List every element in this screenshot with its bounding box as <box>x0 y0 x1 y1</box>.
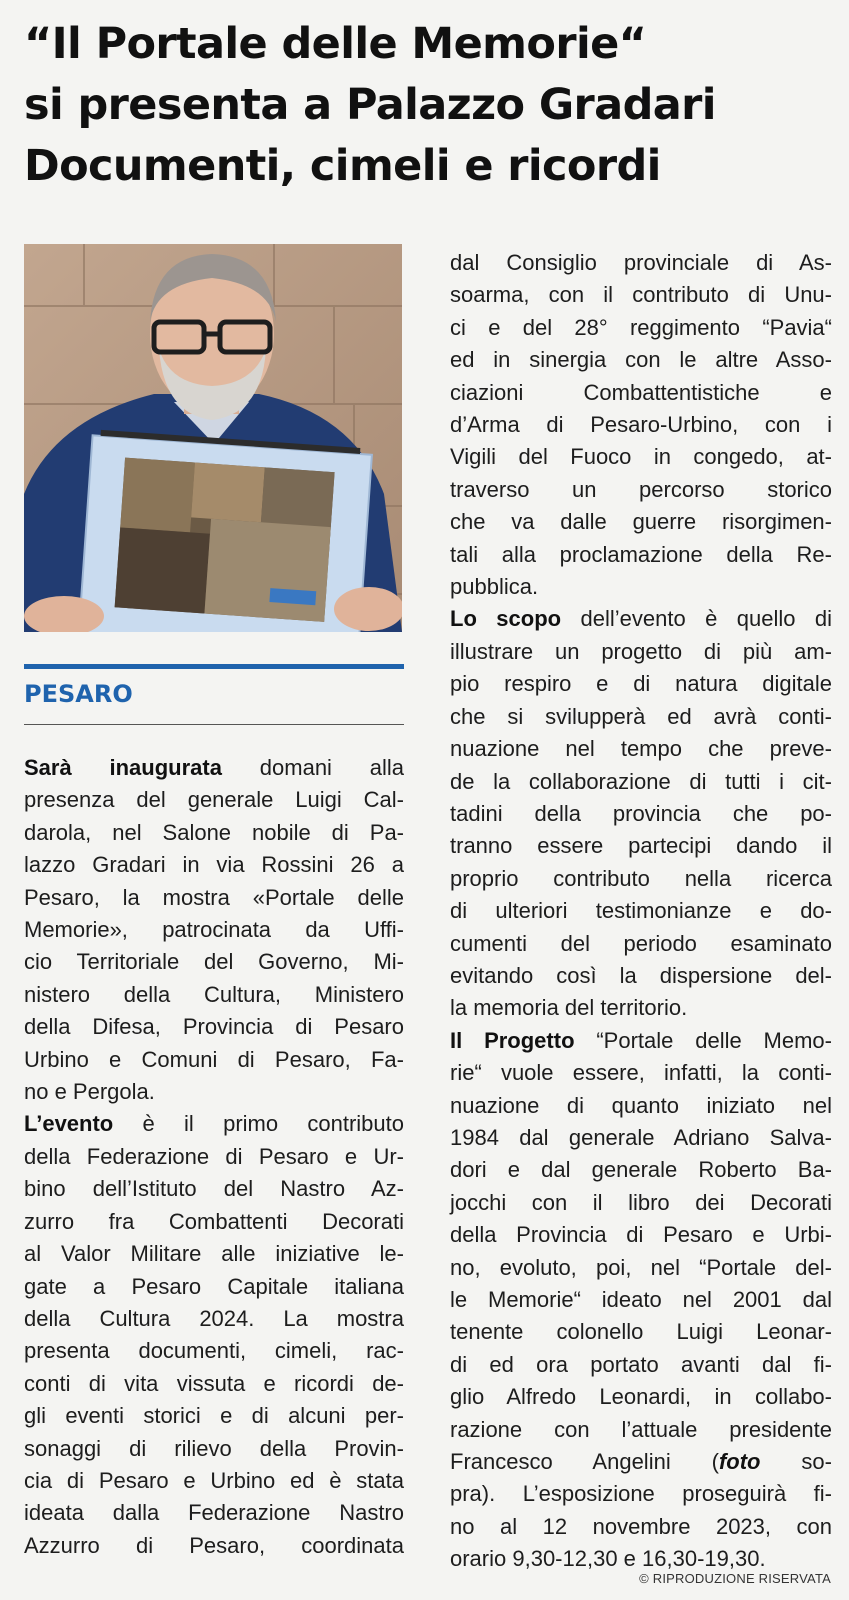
line-text: illustrare un progetto di più am- <box>450 638 832 664</box>
line-text: pubblica. <box>450 574 539 600</box>
photo-reference: foto <box>718 1449 761 1475</box>
section-rule-bottom <box>24 724 404 725</box>
text-line <box>450 247 832 279</box>
text-line <box>450 441 832 473</box>
line-text: dori e dal generale Roberto Ba- <box>450 1157 832 1183</box>
text-line <box>24 1173 404 1205</box>
line-text: no e Pergola. <box>24 1079 155 1105</box>
headline-line: si presenta a Palazzo Gradari <box>24 80 716 130</box>
line-text: le Memorie“ ideato nel 2001 dal <box>450 1287 832 1312</box>
text-line <box>24 946 404 978</box>
line-text: cia di Pesaro e Urbino ed è stata <box>24 1467 404 1493</box>
line-text: d’Arma di Pesaro-Urbino, con i <box>450 412 832 438</box>
section-rule-top <box>24 664 404 669</box>
line-text: jocchi con il libro dei Decorati <box>450 1189 832 1215</box>
line-text: presenza del generale Luigi Cal- <box>24 787 404 813</box>
line-text: al Valor Militare alle iniziative le- <box>24 1241 404 1267</box>
line-text: nuazione di quanto iniziato nel <box>450 1092 832 1118</box>
copyright-notice: © RIPRODUZIONE RISERVATA <box>639 1571 831 1586</box>
line-text: cio Territoriale del Governo, Mi- <box>24 949 404 975</box>
text-line <box>24 979 404 1011</box>
text-line <box>450 1381 832 1413</box>
line-text: lazzo Gradari in via Rossini 26 a <box>24 852 404 878</box>
line-text: pra). L’esposizione proseguirà fi- <box>450 1481 832 1507</box>
line-text: evitando così la dispersione del- <box>450 962 832 988</box>
text-line <box>450 928 832 960</box>
text-line <box>24 1497 404 1529</box>
line-text: di ed ora portato avanti dal fi- <box>450 1351 832 1377</box>
line-text: proprio contributo nella ricerca <box>450 865 832 891</box>
text-line <box>450 863 832 895</box>
line-text: la memoria del territorio. <box>450 995 688 1021</box>
text-line <box>24 914 404 946</box>
text-line <box>450 668 832 700</box>
text-line <box>24 1465 404 1497</box>
text-line <box>24 784 404 816</box>
text-line <box>450 1414 832 1446</box>
line-text: presenta documenti, cimeli, rac- <box>24 1338 404 1364</box>
line-text: nuazione nel tempo che preve- <box>450 736 832 762</box>
text-line <box>450 603 832 635</box>
line-text: conti di vita vissuta e ricordi de- <box>24 1370 404 1396</box>
line-text: della Federazione di Pesaro e Ur- <box>24 1143 404 1169</box>
line-text: della Difesa, Provincia di Pesaro <box>24 1014 404 1040</box>
text-line <box>450 895 832 927</box>
paragraph-lead: Il Progetto <box>450 1027 575 1053</box>
line-text: Azzurro di Pesaro, coordinata <box>24 1532 404 1558</box>
line-text: rie“ vuole essere, infatti, la conti- <box>450 1060 832 1086</box>
text-line <box>450 1349 832 1381</box>
line-text: ideata dalla Federazione Nastro <box>24 1500 404 1526</box>
line-text: è il primo contributo <box>113 1111 404 1137</box>
text-line <box>450 506 832 538</box>
text-line <box>24 1271 404 1303</box>
paragraph-lead: Sarà inaugurata <box>24 755 222 780</box>
headline-line: Documenti, cimeli e ricordi <box>24 141 661 191</box>
line-text: razione con l’attuale presidente <box>450 1416 832 1442</box>
text-line <box>24 1108 404 1140</box>
line-text: nistero della Cultura, Ministero <box>24 981 404 1007</box>
text-line <box>450 766 832 798</box>
line-text: Vigili del Fuoco in congedo, at- <box>450 444 832 470</box>
line-text: tadini della provincia che po- <box>450 800 832 826</box>
line-text: cumenti del periodo esaminato <box>450 930 832 956</box>
text-line <box>24 1011 404 1043</box>
article-headline <box>24 14 834 197</box>
line-text: “Portale delle Memo- <box>574 1027 832 1053</box>
photo-illustration <box>24 244 402 632</box>
line-text: della Cultura 2024. La mostra <box>24 1305 404 1331</box>
line-text: zurro fra Combattenti Decorati <box>24 1208 404 1234</box>
text-line <box>24 1530 404 1562</box>
paragraph-lead: L’evento <box>24 1111 114 1137</box>
text-line <box>450 409 832 441</box>
headline-line: “Il Portale delle Memorie“ <box>24 19 647 69</box>
line-text: che si svilupperà ed avrà conti- <box>450 703 832 729</box>
text-line <box>24 1303 404 1335</box>
line-text: no, evoluto, poi, nel “Portale del- <box>450 1254 832 1280</box>
line-text: orario 9,30-12,30 e 16,30-19,30. <box>450 1546 766 1572</box>
line-text: Memorie», patrocinata da Uffi- <box>24 917 404 943</box>
line-text: che va dalle guerre risorgimen- <box>450 509 832 535</box>
text-line <box>450 1316 832 1348</box>
text-line <box>24 1433 404 1465</box>
text-line <box>24 849 404 881</box>
text-line <box>450 636 832 668</box>
text-line <box>450 1511 832 1543</box>
article-column-1 <box>24 752 404 1562</box>
line-text: tranno essere partecipi dando il <box>450 833 832 859</box>
line-text: dell’evento è quello di <box>561 606 832 632</box>
article-column-2 <box>450 247 832 1576</box>
line-text: bino dell’Istituto del Nastro Az- <box>24 1176 404 1202</box>
article-photo <box>24 244 402 632</box>
line-text: tali alla proclamazione della Re- <box>450 541 832 567</box>
line-text: 1984 dal generale Adriano Salva- <box>450 1124 832 1150</box>
line-text: no al 12 novembre 2023, con <box>450 1513 832 1539</box>
text-line <box>24 1400 404 1432</box>
text-line <box>450 733 832 765</box>
text-line <box>450 571 832 603</box>
text-line <box>450 344 832 376</box>
section-label: PESARO <box>24 680 133 708</box>
text-line <box>450 992 832 1024</box>
line-text: de la collaborazione di tutti i cit- <box>450 768 832 794</box>
line-text: Pesaro, la mostra «Portale delle <box>24 884 404 910</box>
text-line <box>450 1057 832 1089</box>
line-text: pio respiro e di natura digitale <box>450 671 832 697</box>
text-line <box>450 830 832 862</box>
text-line <box>24 1206 404 1238</box>
text-line <box>24 882 404 914</box>
line-text: di ulteriori testimonianze e do- <box>450 898 832 924</box>
text-line <box>24 1368 404 1400</box>
text-line <box>450 701 832 733</box>
text-line <box>24 1238 404 1270</box>
line-text: ci e del 28° reggimento “Pavia“ <box>450 314 832 340</box>
line-text: so- <box>760 1449 832 1475</box>
text-line <box>450 798 832 830</box>
text-line <box>24 1335 404 1367</box>
text-line <box>450 377 832 409</box>
text-line <box>24 1044 404 1076</box>
text-line <box>450 1090 832 1122</box>
line-text: gate a Pesaro Capitale italiana <box>24 1273 404 1299</box>
line-text: della Provincia di Pesaro e Urbi- <box>450 1222 832 1248</box>
text-line <box>450 1478 832 1510</box>
text-line <box>450 1446 832 1478</box>
text-line <box>24 1141 404 1173</box>
text-line <box>450 539 832 571</box>
text-line <box>450 1187 832 1219</box>
line-text: dal Consiglio provinciale di As- <box>450 250 832 275</box>
text-line <box>450 1252 832 1284</box>
line-text: domani alla <box>221 755 404 780</box>
line-text: Francesco Angelini ( <box>450 1449 719 1475</box>
line-text: soarma, con il contributo di Unu- <box>450 282 832 308</box>
text-line <box>450 474 832 506</box>
line-text: gli eventi storici e di alcuni per- <box>24 1403 404 1429</box>
text-line <box>450 1122 832 1154</box>
text-line <box>450 279 832 311</box>
line-text: tenente colonello Luigi Leonar- <box>450 1319 832 1345</box>
line-text: glio Alfredo Leonardi, in collabo- <box>450 1384 832 1410</box>
line-text: traverso un percorso storico <box>450 476 832 502</box>
line-text: ed in sinergia con le altre Asso- <box>450 347 832 373</box>
line-text: sonaggi di rilievo della Provin- <box>24 1435 404 1461</box>
text-line <box>450 960 832 992</box>
text-line <box>24 1076 404 1108</box>
text-line <box>450 312 832 344</box>
line-text: ciazioni Combattentistiche e <box>450 379 832 405</box>
text-line <box>450 1154 832 1186</box>
text-line <box>24 752 404 784</box>
text-line <box>450 1219 832 1251</box>
text-line <box>450 1025 832 1057</box>
paragraph-lead: Lo scopo <box>450 606 562 632</box>
text-line <box>450 1284 832 1316</box>
text-line <box>24 817 404 849</box>
line-text: darola, nel Salone nobile di Pa- <box>24 819 404 845</box>
line-text: Urbino e Comuni di Pesaro, Fa- <box>24 1046 404 1072</box>
